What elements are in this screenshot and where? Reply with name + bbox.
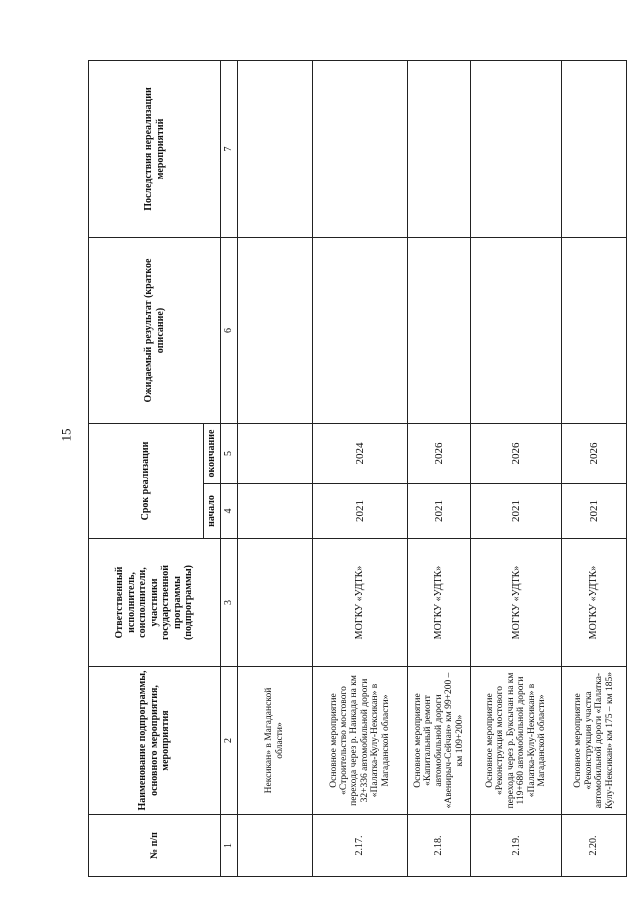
measures-table — [88, 60, 627, 877]
continuation-start-cell — [237, 484, 313, 539]
row-executor: МОГКУ «УДТК» — [562, 539, 627, 667]
column-index: 2 — [221, 667, 238, 815]
row-result — [313, 238, 408, 424]
header-executor: Ответственный исполнитель, соисполнители, участники государственной программы (подпрограммы) — [89, 539, 221, 667]
row-num: 2.17. — [313, 815, 408, 877]
row-end: 2024 — [313, 424, 408, 484]
table-row — [407, 61, 471, 877]
row-consequences — [562, 61, 627, 238]
row-start: 2021 — [407, 484, 471, 539]
row-executor: МОГКУ «УДТК» — [407, 539, 471, 667]
continuation-num-cell — [237, 815, 313, 877]
header-end: окончание — [204, 424, 221, 484]
row-name: Основное мероприятие «Капитальный ремонт автомобильной дороги «Авенирыч-Сейчан» км 99+200 – км 109+200» — [407, 667, 471, 815]
row-num: 2.19. — [471, 815, 562, 877]
page-number-text: 15 — [58, 428, 74, 442]
row-consequences — [313, 61, 408, 238]
row-end: 2026 — [407, 424, 471, 484]
header-period: Срок реализации — [89, 424, 204, 539]
continuation-result-cell — [237, 238, 313, 424]
table-row — [313, 61, 408, 877]
row-result — [407, 238, 471, 424]
table-row — [471, 61, 562, 877]
row-end: 2026 — [471, 424, 562, 484]
row-start: 2021 — [313, 484, 408, 539]
row-name: Основное мероприятие «Реконструкция участка автомобильной дороги «Палатка-Кулу-Нексикан» км 175 – км 185» — [562, 667, 627, 815]
column-index: 6 — [221, 238, 238, 424]
row-consequences — [471, 61, 562, 238]
header-result: Ожидаемый результат (краткое описание) — [89, 238, 221, 424]
header-start: начало — [204, 484, 221, 539]
header-row — [89, 61, 204, 877]
table-row — [562, 61, 627, 877]
continuation-name-cell: Нексикан» в Магаданской области» — [237, 667, 313, 815]
column-index: 3 — [221, 539, 238, 667]
row-end: 2026 — [562, 424, 627, 484]
row-name: Основное мероприятие «Реконструкция мостового перехода через р. Буксычан на км 119+680 автомобильной дороги «Палатка-Кулу-Нексикан» в Магаданской области» — [471, 667, 562, 815]
row-num: 2.20. — [562, 815, 627, 877]
row-start: 2021 — [562, 484, 627, 539]
row-result — [471, 238, 562, 424]
header-consequences: Последствия нереализации мероприятий — [89, 61, 221, 238]
continuation-end-cell — [237, 424, 313, 484]
continuation-executor-cell — [237, 539, 313, 667]
row-start: 2021 — [471, 484, 562, 539]
row-executor: МОГКУ «УДТК» — [471, 539, 562, 667]
column-index: 7 — [221, 61, 238, 238]
column-index: 1 — [221, 815, 238, 877]
column-index: 5 — [221, 424, 238, 484]
row-consequences — [407, 61, 471, 238]
row-name: Основное мероприятие «Строительство мостового перехода через р. Наикада на км 32+336 автомобильной дороги «Палатка-Кулу-Нексикан» в Магаданской области» — [313, 667, 408, 815]
row-executor: МОГКУ «УДТК» — [313, 539, 408, 667]
page-number — [60, 427, 72, 443]
rotated-table-container — [88, 61, 627, 877]
column-index: 4 — [221, 484, 238, 539]
header-name: Наименование подпрограммы, основного мероприятия, мероприятия — [89, 667, 221, 815]
column-index-row — [221, 61, 238, 877]
continuation-consequences-cell — [237, 61, 313, 238]
header-num: № п/п — [89, 815, 221, 877]
row-result — [562, 238, 627, 424]
row-num: 2.18. — [407, 815, 471, 877]
continuation-row — [237, 61, 313, 877]
